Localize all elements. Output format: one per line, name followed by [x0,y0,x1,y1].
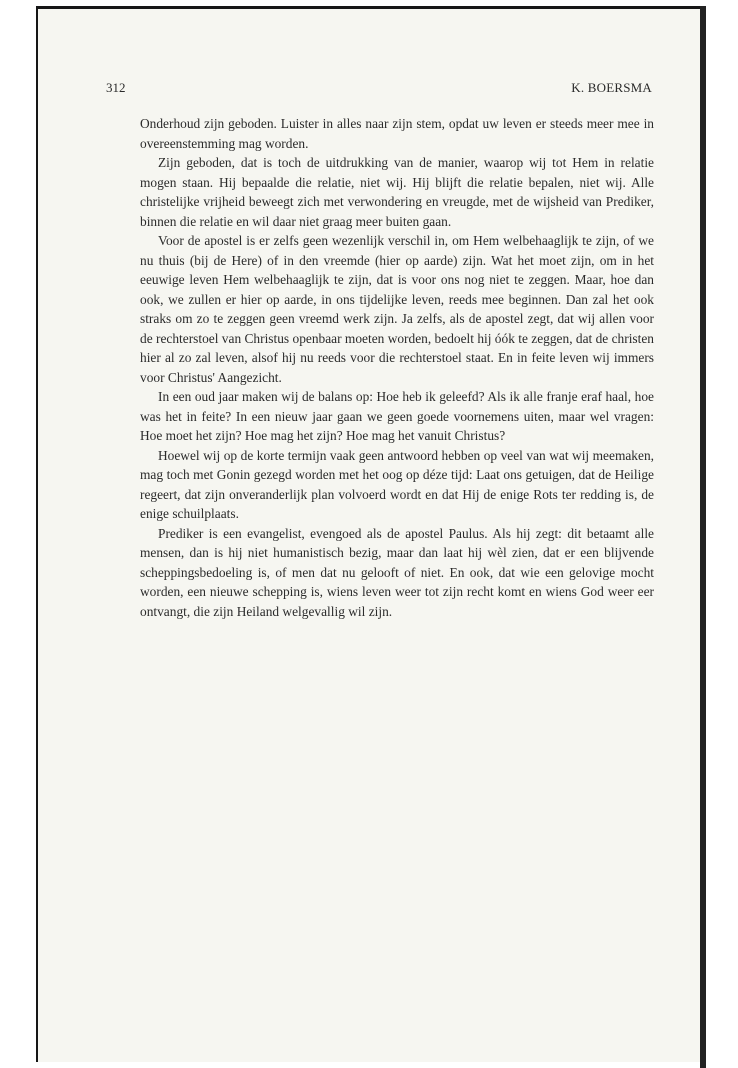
running-head-author: K. BOERSMA [571,80,652,95]
paragraph: Voor de apostel is er zelfs geen wezenlijk verschil in, om Hem welbehaaglijk te zijn, of we nu thuis (bij de Here) of in den vreemde (hier op aarde) zijn. Wat het moet zijn, om in het eeuwige leven Hem welbehaaglijk te zijn, dat is voor ons nog niet te zeggen. Maar, hoe dan ook, we zullen er hier op aarde, in ons tijdelijke leven, reeds mee beginnen. Dan zal het ook straks om zo te zeggen geen vreemd werk zijn. Ja zelfs, als de apostel zegt, dat wij allen voor de rechterstoel van Christus openbaar moeten worden, bedoelt hij óók te zeggen, dat de christen hier al zo zal leven, alsof hij nu reeds voor die rechterstoel staat. En in feite leven wij immers voor Christus' Aangezicht. [140,233,654,385]
paragraph: Prediker is een evangelist, evengoed als de apostel Paulus. Als hij zegt: dit betaamt alle mensen, dan is hij niet humanistisch bezig, maar dan laat hij wèl zien, dat er een blijvende scheppingsbedoeling is, of men dat nu gelooft of niet. En ook, dat wie een gelovige mocht worden, een nieuwe schepping is, wiens leven weer tot zijn recht komt en wiens God weer eer ontvangt, die zijn Heiland welgevallig wil zijn. [140,525,654,619]
paragraph: In een oud jaar maken wij de balans op: Hoe heb ik geleefd? Als ik alle franje eraf haal, hoe was het in feite? In een nieuw jaar gaan we geen goede voornemens uiten, maar wel vragen: Hoe moet het zijn? Hoe mag het zijn? Hoe mag het vanuit Christus? [140,389,654,443]
paragraph: Zijn geboden, dat is toch de uitdrukking van de manier, waarop wij tot Hem in relatie mogen staan. Hij bepaalde die relatie, niet wij. Hij blijft die relatie bepalen, niet wij. Alle christelijke vrijheid beweegt zich met verwondering en vreugde, met de wijsheid van Prediker, binnen die relatie en wil daar niet graag meer buiten gaan. [140,155,654,229]
page-edge-shadow [700,6,706,1068]
paragraph: Hoewel wij op de korte termijn vaak geen antwoord hebben op veel van wat wij meemaken, mag toch met Gonin gezegd worden met het oog op déze tijd: Laat ons getuigen, dat de Heilige regeert, dat zijn onveranderlijk plan volvoerd wordt en dat Hij de enige Rots ter redding is, de enige schuilplaats. [140,447,654,521]
body-text [140,114,654,621]
page-number: 312 [106,80,126,95]
paragraph: Onderhoud zijn geboden. Luister in alles naar zijn stem, opdat uw leven er steeds meer mee in overeenstemming mag worden. [140,116,654,151]
